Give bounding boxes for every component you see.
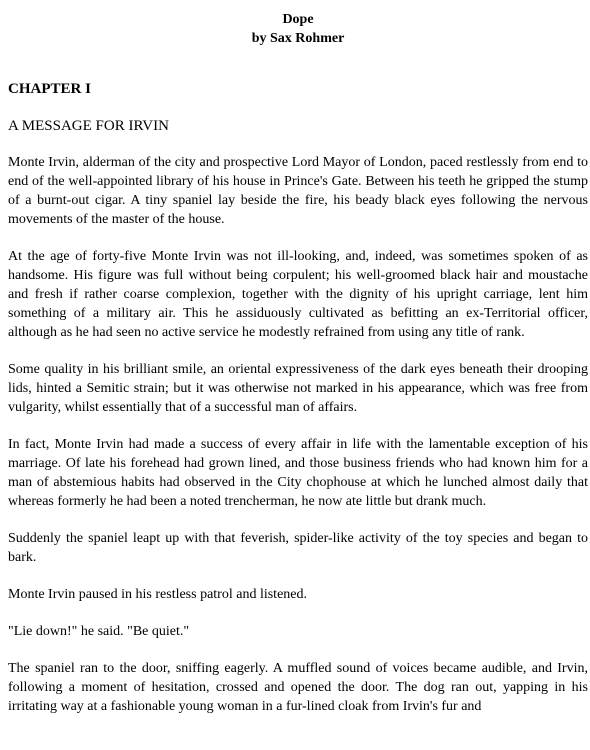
paragraph: Suddenly the spaniel leapt up with that feverish, spider-like activity of the toy species and began to bark. <box>8 531 588 565</box>
paragraph: Monte Irvin, alderman of the city and prospective Lord Mayor of London, paced restlessly from end to end of the well-appointed library of his house in Prince's Gate. Between his teeth he gripped the stump of a burnt-out cigar. A tiny spaniel lay beside the fire, his beady black eyes following the nervous movements of the master of the house. <box>8 155 588 227</box>
chapter-title: A MESSAGE FOR IRVIN <box>8 118 169 134</box>
paragraph: "Lie down!" he said. "Be quiet." <box>8 624 190 639</box>
paragraph: Monte Irvin paused in his restless patrol and listened. <box>8 587 307 602</box>
document-title: Dope <box>282 12 314 27</box>
paragraph: The spaniel ran to the door, sniffing eagerly. A muffled sound of voices became audible, and Irvin, following a moment of hesitation, crossed and opened the door. The dog ran out, yapping in his irritating way at a fashionable young woman in a fur-lined cloak from Irvin's fur and <box>8 661 588 714</box>
title-block <box>8 8 588 48</box>
paragraph: Some quality in his brilliant smile, an oriental expressiveness of the dark eyes beneath their drooping lids, hinted a Semitic strain; but it was otherwise not marked in his appearance, which was free from vulgarity, whilst essentially that of a successful man of affairs. <box>8 362 588 415</box>
paragraph: At the age of forty-five Monte Irvin was not ill-looking, and, indeed, was sometimes spoken of as handsome. His figure was full without being corpulent; his well-groomed black hair and moustache and fresh if rather coarse complexion, together with the dignity of his upright carriage, lent him something of a military air. This he assiduously cultivated as befitting an ex-Territorial officer, although as he had seen no active service he modestly refrained from using any title of rank. <box>8 249 588 340</box>
document-author: by Sax Rohmer <box>251 31 345 46</box>
chapter-heading: CHAPTER I <box>8 81 91 97</box>
paragraph: In fact, Monte Irvin had made a success of every affair in life with the lamentable exception of his marriage. Of late his forehead had grown lined, and those business friends who had known him for a man of abstemious habits had observed in the City chophouse at which he lunched almost daily that whereas formerly he had been a noted trencherman, he now ate little but drank much. <box>8 437 588 509</box>
document-page <box>8 8 588 716</box>
